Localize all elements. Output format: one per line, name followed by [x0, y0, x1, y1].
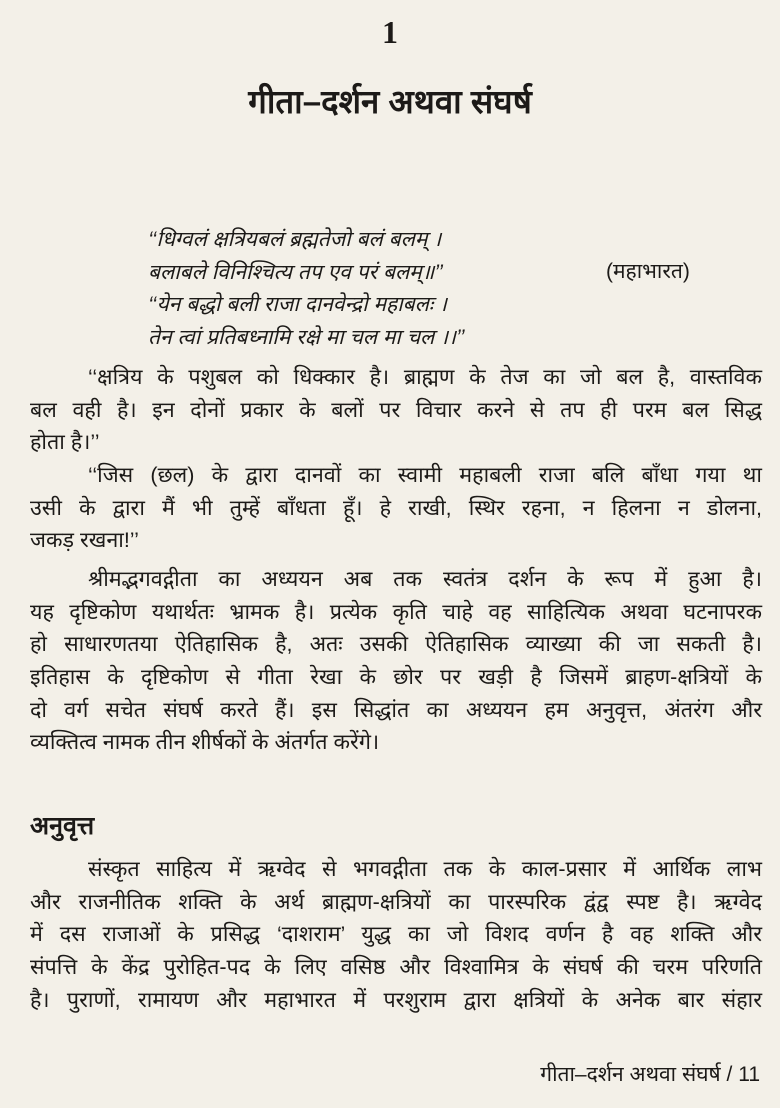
chapter-title: गीता–दर्शन अथवा संघर्ष [248, 83, 532, 120]
sanskrit-verses [148, 224, 748, 354]
text-line: और राजनीतिक शक्ति के अर्थ ब्राह्मण-क्षत्रियों का पारस्परिक द्वंद्व स्पष्ट है। ऋग्वेद [30, 889, 762, 914]
paragraph-translation-2 [30, 459, 762, 557]
text-line: ‘‘जिस (छल) के द्वारा दानवों का स्वामी महाबली राजा बलि बाँधा गया था [88, 463, 762, 487]
text-line: श्रीमद्भगवद्गीता का अध्ययन अब तक स्वतंत्र दर्शन के रूप में हुआ है। [88, 567, 762, 591]
verse-line: तेन त्वां प्रतिबध्नामि रक्षे मा चल मा चल ।।’’ [148, 325, 465, 349]
paragraph-section [30, 853, 762, 1016]
paragraph-translation-1 [30, 361, 762, 459]
verse-line: ‘‘धिग्वलं क्षत्रियबलं ब्रह्मतेजो बलं बलम् । [148, 228, 442, 251]
verse-source: (महाभारत) [606, 260, 690, 283]
paragraph-intro [30, 563, 762, 759]
text-line: इतिहास के दृष्टिकोण से गीता रेखा के छोर पर खड़ी है जिसमें ब्राहण-क्षत्रियों के [30, 665, 762, 690]
verse-line: ‘‘येन बद्धो बली राजा दानवेन्द्रो महाबलः । [148, 293, 447, 316]
text-line: है। पुराणों, रामायण और महाभारत में परशुराम द्वारा क्षत्रियों के अनेक बार संहार [30, 987, 762, 1012]
page-footer: गीता–दर्शन अथवा संघर्ष / 11 [540, 1063, 760, 1086]
text-line: होता है।’’ [30, 430, 100, 455]
text-line: ‘‘क्षत्रिय के पशुबल को धिक्कार है। ब्राह्मण के तेज का जो बल है, वास्तविक [88, 365, 762, 389]
section-heading: अनुवृत्त [30, 812, 95, 840]
text-line: में दस राजाओं के प्रसिद्ध ‘दाशराम’ युद्ध का जो विशद वर्णन है वह शक्ति और [30, 922, 762, 947]
verse-line: बलाबले विनिश्चित्य तप एव परं बलम्॥’’ [148, 260, 443, 284]
text-line: संस्कृत साहित्य में ऋग्वेद से भगवद्गीता तक के काल-प्रसार में आर्थिक लाभ [88, 857, 762, 881]
text-line: जकड़ रखना!’’ [30, 528, 139, 553]
text-line: हो साधारणतया ऐतिहासिक है, अतः उसकी ऐतिहासिक व्याख्या की जा सकती है। [30, 632, 762, 657]
chapter-number: 1 [382, 14, 398, 50]
text-line: संपत्ति के केंद्र पुरोहित-पद के लिए वसिष्ठ और विश्वामित्र के संघर्ष की चरम परिणति [30, 955, 762, 980]
text-line: बल वही है। इन दोनों प्रकार के बलों पर विचार करने से तप ही परम बल सिद्ध [30, 397, 762, 422]
text-line: दो वर्ग सचेत संघर्ष करते हैं। इस सिद्धांत का अध्ययन हम अनुवृत्त, अंतरंग और [30, 697, 762, 722]
text-line: व्यक्तित्व नामक तीन शीर्षकों के अंतर्गत करेंगे। [30, 730, 380, 755]
text-line: उसी के द्वारा मैं भी तुम्हें बाँधता हूँ। हे राखी, स्थिर रहना, न हिलना न डोलना, [30, 495, 762, 520]
text-line: यह दृष्टिकोण यथार्थतः भ्रामक है। प्रत्येक कृति चाहे वह साहित्यिक अथवा घटनापरक [30, 599, 762, 624]
